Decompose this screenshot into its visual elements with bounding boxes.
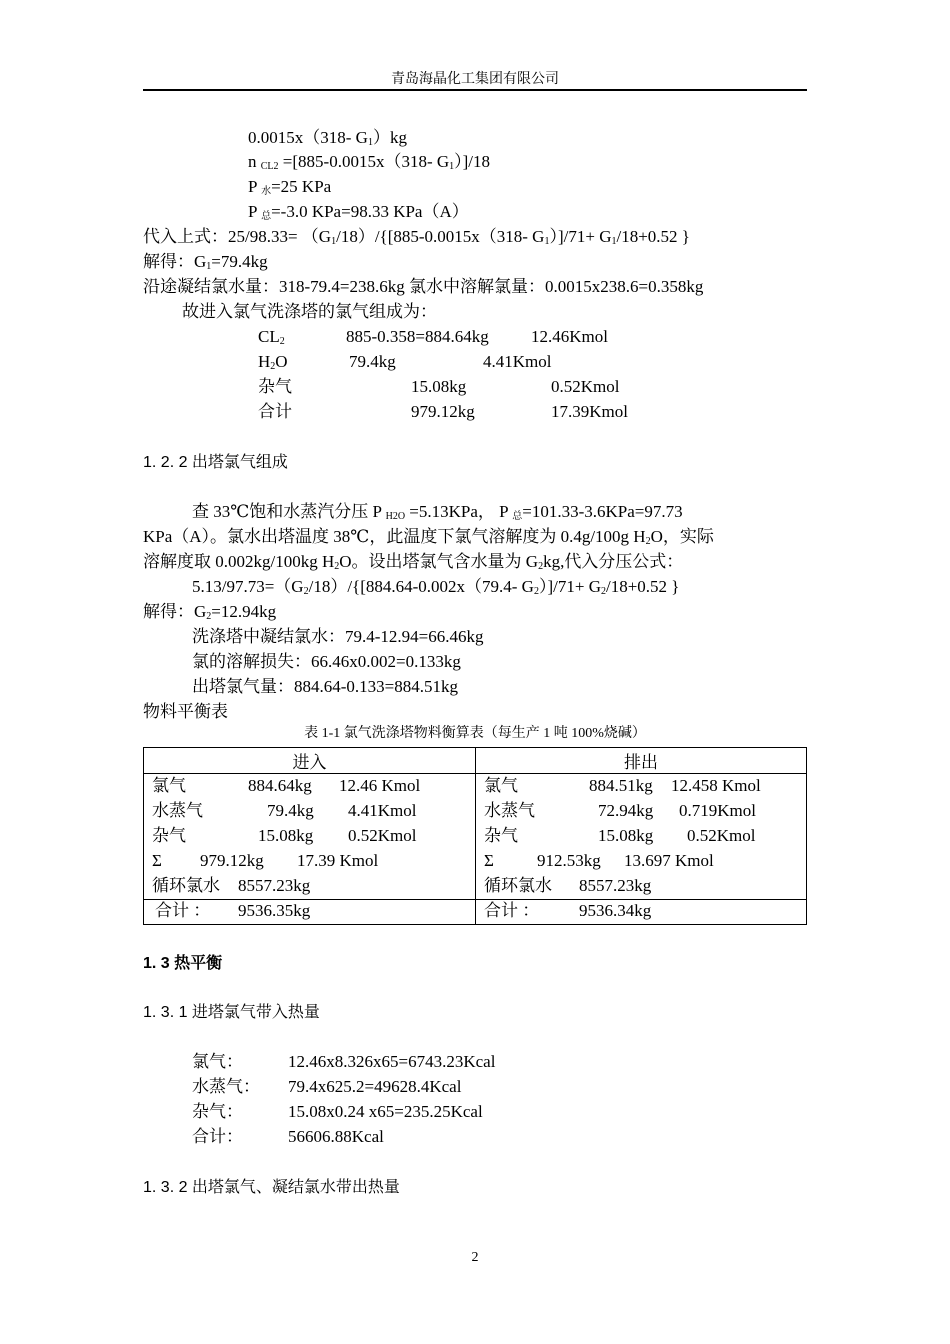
in-row-mol: 0.52Kmol [348,826,417,845]
in-row-name: Σ [152,851,162,870]
page-number: 2 [471,1250,479,1265]
out-row-mol: 12.458 Kmol [671,776,761,795]
out-row-mass: 912.53kg [537,851,601,870]
heat-in-value: 56606.88Kcal [288,1127,384,1146]
formula-line-3: P $_水$=25 KPa [248,177,332,197]
composition-mass-h2o: 79.4kg [349,352,396,371]
composition-name-cl2: $CL_2$ [258,327,285,347]
condensed-water-line: 沿途凝结氯水量：318-79.4=238.6kg 氯水中溶解氯量：0.0015x238.6=0.358kg [143,277,704,296]
composition-mol-total: 17.39Kmol [551,402,628,421]
heat-in-label: 氯气： [192,1052,243,1071]
table-caption: 表 1-1 氯气洗涤塔物料衡算表（每生产 1 吨 100%烧碱） [304,726,646,741]
out-row-mol: 13.697 Kmol [624,851,714,870]
out-row-mass: 8557.23kg [579,876,652,895]
out-row-mass: 884.51kg [589,776,653,795]
in-row-name: 氯气 [152,776,186,795]
out-row-name: 水蒸气 [484,801,535,820]
material-balance-label: 物料平衡表 [143,702,228,721]
composition-name-total: 合计 [258,402,292,421]
composition-mass-cl2: 885-0.358=884.64kg [346,327,489,346]
heat-in-label: 水蒸气： [192,1077,260,1096]
heat-in-value: 12.46x8.326x65=6743.23Kcal [288,1052,496,1071]
in-row-mass: 8557.23kg [238,876,311,895]
out-total-value: 9536.34kg [579,901,652,920]
result-line-1: 洗涤塔中凝结氯水：79.4-12.94=66.46kg [192,627,484,646]
in-row-mol: 12.46 Kmol [339,776,421,795]
formula-line-2: n $_{CL2}$ =[885-0.0015x（318- $G_1)]/18$ [248,152,491,172]
formula-line-4: P $_总$=-3.0 KPa=98.33 KPa（A） [248,202,469,222]
heat-in-label: 合计： [192,1127,243,1146]
out-row-name: 氯气 [484,776,518,795]
in-row-mass: 15.08kg [258,826,314,845]
out-row-mass: 72.94kg [598,801,654,820]
composition-mol-other: 0.52Kmol [551,377,620,396]
composition-name-other: 杂气 [258,377,292,396]
in-row-mol: 17.39 Kmol [297,851,379,870]
heading-1-3-1: 1. 3. 1 进塔氯气带入热量 [143,1004,320,1021]
composition-name-h2o: $H_2O$ [258,352,288,372]
partial-pressure-equation: $5.13/97.73=(G_2/18)/\{[884.64-0.002x(79.4-$ $G_2)]/71+ G_2/18+0.52$ } [192,577,680,597]
in-row-mass: 79.4kg [267,801,314,820]
formula-line-1: 0.0015x（318- $G_1)kg$ [248,128,407,148]
composition-mol-h2o: 4.41Kmol [483,352,552,371]
table-in-cell [144,774,476,925]
heat-in-label: 杂气： [192,1102,243,1121]
solution-line-2: 解得：$G_2=12.94kg$ [143,602,277,622]
paragraph-line-3: 溶解度取 0.002kg/100kg $H_2O$。设出塔氯气含水量为 $G_2kg$,代入分压公式： [143,552,684,572]
in-row-name: 水蒸气 [152,801,203,820]
in-total-label: 合计 ： [155,901,211,920]
out-total-label: 合计 ： [484,901,540,920]
heading-1-3: 1. 3 热平衡 [143,955,223,972]
in-row-name: 杂气 [152,826,186,845]
out-row-name: 杂气 [484,826,518,845]
solution-line-1: 解得：$G_1=79.4kg$ [143,252,268,272]
paragraph-line-2: KPa（A）。氯水出塔温度 38℃，此温度下氯气溶解度为 0.4g/100g $H_2O$，实际 [143,527,714,547]
in-total-rule [143,899,476,900]
table-out-cell [476,774,807,925]
composition-mass-other: 15.08kg [411,377,467,396]
formula-line-5: 代入上式：$25/98.33= (G_1/18)/\{[885-0.0015x(318-$ $G_1)]/71+ G_1/18+0.52$ } [143,227,690,247]
in-total-value: 9536.35kg [238,901,311,920]
in-row-mass: 884.64kg [248,776,312,795]
composition-mol-cl2: 12.46Kmol [531,327,608,346]
material-balance-table [143,747,807,925]
heat-in-value: 15.08x0.24 x65=235.25Kcal [288,1102,483,1121]
heading-1-3-2: 1. 3. 2 出塔氯气、凝结氯水带出热量 [143,1179,400,1196]
composition-intro: 故进入氯气洗涤塔的氯气组成为： [182,302,437,321]
composition-mass-total: 979.12kg [411,402,475,421]
in-row-mass: 979.12kg [200,851,264,870]
out-total-rule [475,899,807,900]
table-header-out: 排出 [476,748,807,774]
table-header-in: 进入 [144,748,476,774]
in-row-mol: 4.41Kmol [348,801,417,820]
out-row-mol: 0.719Kmol [679,801,756,820]
heading-1-2-2: 1. 2. 2 出塔氯气组成 [143,454,288,471]
in-row-name: 循环氯水 [152,876,220,895]
paragraph-line-1: 查 33℃饱和水蒸汽分压 P $_{H2O}$ =5.13KPa， P $_总$=101.33-3.6KPa=97.73 [192,502,683,522]
heat-in-value: 79.4x625.2=49628.4Kcal [288,1077,462,1096]
out-row-name: 循环氯水 [484,876,552,895]
header-rule [143,89,807,91]
result-line-3: 出塔氯气量：884.64-0.133=884.51kg [192,677,458,696]
out-row-mass: 15.08kg [598,826,654,845]
result-line-2: 氯的溶解损失：66.46x0.002=0.133kg [192,652,461,671]
page-header: 青岛海晶化工集团有限公司 [391,72,559,87]
out-row-mol: 0.52Kmol [687,826,756,845]
out-row-name: Σ [484,851,494,870]
